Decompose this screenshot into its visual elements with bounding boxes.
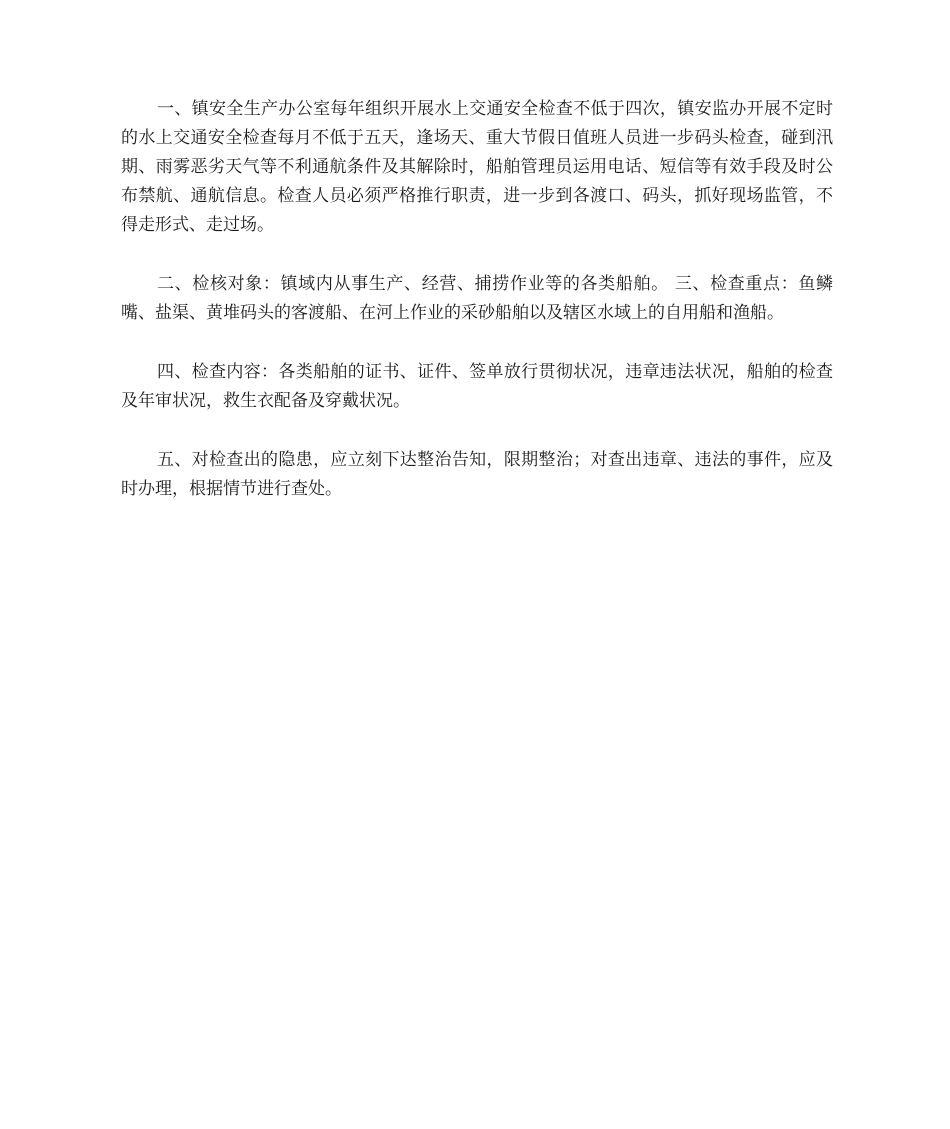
paragraph-inspection-targets: 二、检核对象：镇域内从事生产、经营、捕捞作业等的各类船舶。 三、检查重点：鱼鳞嘴、盐渠、黄堆码头的客渡船、在河上作业的采砂船舶以及辖区水域上的自用船和渔船。 xyxy=(121,274,833,323)
paragraph-hazard-handling: 五、对检查出的隐患，应立刻下达整治告知，限期整治；对查出违章、违法的事件，应及时办理，根据情节进行查处。 xyxy=(121,450,833,499)
paragraph-inspection-content: 四、检查内容：各类船舶的证书、证件、签单放行贯彻状况，违章违法状况，船舶的检查及年审状况，救生衣配备及穿戴状况。 xyxy=(121,362,833,411)
document-body xyxy=(121,95,833,534)
paragraph-inspection-schedule: 一、镇安全生产办公室每年组织开展水上交通安全检查不低于四次，镇安监办开展不定时的水上交通安全检查每月不低于五天，逢场天、重大节假日值班人员进一步码头检查，碰到汛期、雨雾恶劣天气等不利通航条件及其解除时，船舶管理员运用电话、短信等有效手段及时公布禁航、通航信息。检查人员必须严格推行职责，进一步到各渡口、码头，抓好现场监管，不得走形式、走过场。 xyxy=(121,99,833,235)
